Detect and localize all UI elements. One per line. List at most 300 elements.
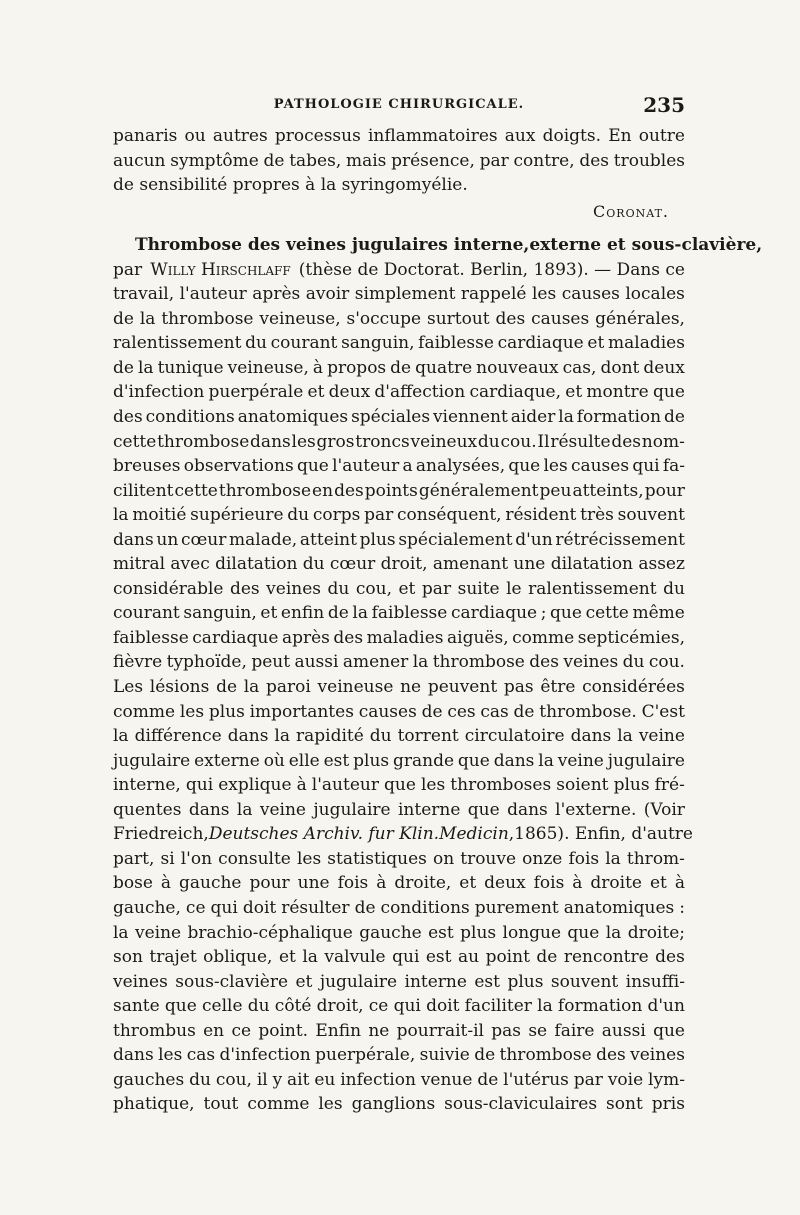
text-line [113, 945, 685, 970]
word: causes [570, 456, 630, 477]
word: courant [113, 603, 180, 624]
word: sante [113, 996, 160, 1017]
word: un [156, 529, 179, 550]
word: par [479, 150, 509, 171]
word: ganglions [351, 1094, 436, 1115]
word: fois [568, 848, 600, 869]
word: différence [134, 726, 222, 747]
word: la [236, 799, 253, 820]
word: est [428, 922, 454, 943]
word: les [179, 701, 205, 722]
word: plus [353, 750, 390, 771]
word: d'infection [219, 1045, 311, 1066]
word: veineuse [317, 677, 394, 698]
word: causes [561, 284, 620, 305]
word: gauche, [113, 897, 181, 918]
text-line [113, 871, 685, 896]
word: veines [563, 652, 619, 673]
text-line [113, 700, 685, 725]
word: avoir [305, 284, 350, 305]
word: les [543, 456, 568, 477]
word: causes [358, 701, 417, 722]
word: quentes [113, 799, 182, 820]
word: veineuse, [259, 308, 341, 329]
word: anatomiques [237, 407, 349, 428]
word: on [432, 848, 455, 869]
word: tout [203, 1094, 239, 1115]
word: de [513, 701, 535, 722]
word: panaris [113, 126, 178, 146]
text-line [113, 356, 685, 381]
word: spécialement [398, 529, 513, 550]
word: qui [210, 897, 238, 918]
word: la [617, 726, 633, 747]
word: veineuse, [227, 357, 309, 378]
word: puerpérale, [315, 1045, 416, 1066]
word: que [296, 456, 329, 477]
text-line [113, 773, 685, 798]
word: des [229, 578, 260, 599]
word: des [333, 627, 364, 648]
word: conditions [380, 897, 470, 918]
word: faiblesse [113, 627, 189, 648]
word: thrombus [113, 1020, 196, 1041]
word: à [160, 873, 172, 894]
word: jugulaire [113, 750, 191, 771]
word: la [113, 505, 129, 526]
word: propos [327, 357, 387, 378]
author-line [113, 258, 685, 283]
word: si [160, 848, 175, 869]
article-author: Willy Hirschlaff [150, 259, 291, 280]
word: dans [227, 726, 269, 747]
article-citation: (thèse de Doctorat. Berlin, 1893). — Dans ce [298, 259, 685, 280]
word: phatique, [113, 1094, 195, 1115]
article-paragraph-part1 [113, 282, 685, 822]
word: mitral [113, 554, 166, 575]
word: fa- [662, 456, 685, 477]
word: la [605, 848, 621, 869]
word: veine [638, 726, 685, 747]
word: soient [556, 775, 609, 796]
word: le [506, 578, 522, 599]
word: et [587, 333, 605, 354]
word: aussi [601, 1020, 646, 1041]
word: spéciales [351, 407, 431, 428]
word: veines [113, 971, 168, 992]
word: importantes [249, 701, 354, 722]
word: point [485, 947, 530, 968]
word: la [558, 407, 574, 428]
word: troncs [355, 431, 410, 452]
word: deux [484, 873, 526, 894]
word: viennent [432, 407, 508, 428]
word: nouveaux [476, 357, 559, 378]
word: interne [404, 971, 467, 992]
word: de [390, 357, 412, 378]
word: des [596, 1045, 626, 1066]
word: la [274, 726, 290, 747]
word: d'affection [374, 382, 466, 403]
word: peu [539, 480, 572, 501]
word: simplement [354, 284, 456, 305]
text-line [113, 1092, 685, 1117]
text-line-friedreich [113, 822, 693, 847]
word: les [421, 775, 446, 796]
word: consulte [218, 848, 291, 869]
word: à [376, 873, 387, 894]
word: throm- [626, 848, 685, 869]
word: est [425, 947, 452, 968]
word: se [528, 1020, 548, 1041]
text-line [113, 528, 685, 553]
word: sous-clavière [175, 971, 289, 992]
word: veine [134, 922, 182, 943]
word: veine [259, 799, 306, 820]
word: sanguin, [183, 603, 257, 624]
text-line [113, 798, 685, 823]
word: suite [457, 578, 500, 599]
word: quatre [415, 357, 473, 378]
word: causes [531, 308, 590, 329]
word: qui [393, 996, 421, 1017]
word: droite, [394, 873, 452, 894]
word: plus [208, 701, 245, 722]
word: dont [600, 357, 640, 378]
word: à [296, 775, 307, 796]
word: circulatoire [464, 726, 565, 747]
word: la [537, 996, 553, 1017]
word: faciliter [464, 996, 532, 1017]
word: résident [505, 505, 577, 526]
word: la [302, 947, 318, 968]
word: outre [638, 126, 685, 146]
word: la [538, 750, 554, 771]
word: celle [202, 996, 243, 1017]
word: cœur [329, 554, 376, 575]
word: que [550, 603, 582, 624]
friedreich-tail: ,1865). Enfin, d'autre [508, 824, 693, 845]
text-line [113, 503, 685, 528]
word: ralentissement [528, 578, 657, 599]
word: avec [170, 554, 210, 575]
word: part, [113, 848, 155, 869]
word: bose [113, 873, 153, 894]
word: doit [242, 897, 277, 918]
word: du [302, 554, 325, 575]
word: y [272, 1069, 283, 1090]
word: ne [368, 1020, 390, 1041]
word: des [611, 431, 642, 452]
word: comme [512, 627, 575, 648]
word: enfin [280, 603, 325, 624]
word: lym- [648, 1069, 685, 1090]
word: gauche [178, 873, 242, 894]
word: oblique, [203, 947, 273, 968]
word: que [467, 799, 500, 820]
word: s'occupe [346, 308, 422, 329]
word: une [297, 873, 330, 894]
word: et [459, 873, 477, 894]
word: qui [185, 775, 214, 796]
word: la [243, 677, 260, 698]
word: que [457, 750, 490, 771]
page-header [113, 93, 685, 119]
word: et [565, 382, 583, 403]
word: tunique [157, 357, 224, 378]
word: lésions [149, 677, 210, 698]
word: d'un [647, 996, 685, 1017]
word: dans [113, 529, 154, 550]
word: du [189, 1069, 211, 1090]
word: par [573, 1069, 603, 1090]
word: du [287, 505, 310, 526]
word: torrent [397, 726, 459, 747]
word: pas [503, 677, 534, 698]
word: de [327, 603, 349, 624]
text-line [113, 921, 685, 946]
word: comme [113, 701, 176, 722]
word: veines [266, 578, 321, 599]
word: autres [212, 126, 268, 146]
word: paroi [266, 677, 311, 698]
word: les [318, 1094, 343, 1115]
text-line [113, 577, 685, 602]
word: tabes, [289, 150, 342, 171]
word: d'infection [113, 382, 205, 403]
word: amener [342, 652, 409, 673]
word: cas, [562, 357, 597, 378]
word: l'on [180, 848, 213, 869]
word: et [649, 873, 667, 894]
word: conditions [145, 407, 235, 428]
word: est [323, 750, 350, 771]
word: breuses [113, 456, 181, 477]
word: de [354, 897, 376, 918]
text-line [113, 149, 685, 174]
text-line [113, 479, 685, 504]
word: de [474, 1045, 496, 1066]
word: travail, [113, 284, 175, 305]
word: supérieure [190, 505, 284, 526]
word: ; [540, 603, 547, 624]
word: a [402, 456, 413, 477]
word: thrombose. [539, 701, 637, 722]
word: amenant [432, 554, 509, 575]
previous-article-end [113, 124, 685, 198]
word: généralement [418, 480, 539, 501]
word: peuvent [427, 677, 498, 698]
word: cette [113, 431, 157, 452]
word: des [495, 308, 526, 329]
word: rappelé [460, 284, 527, 305]
word: thrombose [218, 480, 312, 501]
text-line [113, 847, 685, 872]
word: de [536, 947, 558, 968]
word: symptôme [170, 150, 259, 171]
text-line [113, 430, 685, 455]
word: faiblesse [371, 603, 448, 624]
word: inflammatoires [367, 126, 498, 146]
word: formation [557, 996, 643, 1017]
word: Les [113, 677, 144, 698]
word: aussi [294, 652, 339, 673]
word: droit, [380, 554, 428, 575]
text-line [113, 650, 685, 675]
word: faiblesse [418, 333, 494, 354]
word: sont [606, 1094, 643, 1115]
word: d'un [515, 529, 553, 550]
word: côté [274, 996, 312, 1017]
word: et [260, 603, 278, 624]
word: considérable [113, 578, 224, 599]
word: après [281, 627, 330, 648]
word: thromboses [450, 775, 552, 796]
word: souvent [550, 971, 619, 992]
text-line [113, 282, 685, 307]
word: deux [643, 357, 685, 378]
par-word: par [113, 259, 143, 280]
word: que [384, 775, 416, 796]
word: cas [186, 1045, 216, 1066]
word: faire [554, 1020, 595, 1041]
word: générales, [595, 308, 685, 329]
word: malade, [229, 529, 298, 550]
text-line [113, 896, 685, 921]
word: rétrécissement [555, 529, 685, 550]
word: et [307, 382, 325, 403]
word: deux [328, 382, 371, 403]
word: maladies [608, 333, 685, 354]
word: qui [392, 947, 420, 968]
word: montre [586, 382, 649, 403]
word: explique [218, 775, 292, 796]
word: dilatation [215, 554, 298, 575]
article-title-line [113, 233, 763, 258]
word: observations [183, 456, 294, 477]
word: conséquent, [397, 505, 502, 526]
word: cou, [215, 1069, 252, 1090]
word: l'auteur [311, 775, 379, 796]
word: cou. [500, 431, 537, 452]
word: interne [398, 799, 461, 820]
text-line [113, 124, 685, 149]
word: l'auteur [332, 456, 400, 477]
word: de [113, 308, 134, 329]
word: brachio-céphalique [187, 922, 353, 943]
article-title: Thrombose des veines jugulaires interne,externe et sous-clavière, [135, 235, 763, 256]
word: aucun [113, 150, 166, 171]
word: sanguin, [341, 333, 415, 354]
word: des [529, 652, 559, 673]
word: doit [426, 996, 460, 1017]
word: cette [585, 603, 629, 624]
word: plus [359, 529, 396, 550]
word: venue [420, 1069, 473, 1090]
word: ces [447, 701, 476, 722]
text-line [113, 724, 685, 749]
word: considérées [582, 677, 685, 698]
word: droit, [316, 996, 364, 1017]
word: dans [507, 799, 548, 820]
text-line [113, 331, 685, 356]
page-number: 235 [643, 93, 685, 117]
word: purement [474, 897, 559, 918]
word: droite; [627, 922, 685, 943]
word: ce [185, 897, 206, 918]
word: septicémies, [577, 627, 685, 648]
word: assez [638, 554, 685, 575]
word: l'utérus [503, 1069, 569, 1090]
word: dilatation [550, 554, 633, 575]
word: dans [570, 726, 612, 747]
word: jugulaire [607, 750, 685, 771]
word: fois [533, 873, 565, 894]
word: contre, [513, 150, 575, 171]
word: droite [590, 873, 642, 894]
word: du [622, 652, 645, 673]
text-line [113, 970, 685, 995]
word: résulter [281, 897, 350, 918]
word: Enfin [315, 1020, 362, 1041]
word: après [252, 284, 301, 305]
word: une [513, 554, 546, 575]
word: pris [651, 1094, 685, 1115]
word: interne, [113, 775, 181, 796]
word: souvent [617, 505, 685, 526]
word: C'est [641, 701, 685, 722]
word: cœur [180, 529, 227, 550]
word: thrombose [499, 1045, 592, 1066]
word: comme [247, 1094, 310, 1115]
word: la [113, 726, 129, 747]
word: il [256, 1069, 268, 1090]
word: troubles [613, 150, 685, 171]
word: courant [270, 333, 338, 354]
word: dans [250, 431, 291, 452]
word: ce [368, 996, 389, 1017]
word: être [540, 677, 576, 698]
friedreich-ref: Friedreich, [113, 824, 209, 845]
word: des [655, 947, 685, 968]
word: atteint [299, 529, 357, 550]
text-line [113, 307, 685, 332]
word: jugulaire [313, 799, 391, 820]
text-line [113, 601, 685, 626]
text-line [113, 454, 685, 479]
word: du [247, 996, 270, 1017]
word: en [203, 1020, 225, 1041]
word: corps [312, 505, 361, 526]
word: de [216, 677, 238, 698]
word: du [477, 431, 500, 452]
word: du [663, 578, 685, 599]
word: les [296, 848, 322, 869]
word: les [158, 1045, 183, 1066]
word: des [334, 480, 364, 501]
word: cardiaque, [469, 382, 562, 403]
word: de [113, 357, 134, 378]
word: dans [493, 750, 535, 771]
text-line [113, 675, 685, 700]
word: aider [510, 407, 556, 428]
word: est [474, 971, 500, 992]
word: très [580, 505, 614, 526]
word: au [457, 947, 480, 968]
word: ou [184, 126, 206, 146]
word: cardiaque [450, 603, 538, 624]
word: rencontre [563, 947, 649, 968]
